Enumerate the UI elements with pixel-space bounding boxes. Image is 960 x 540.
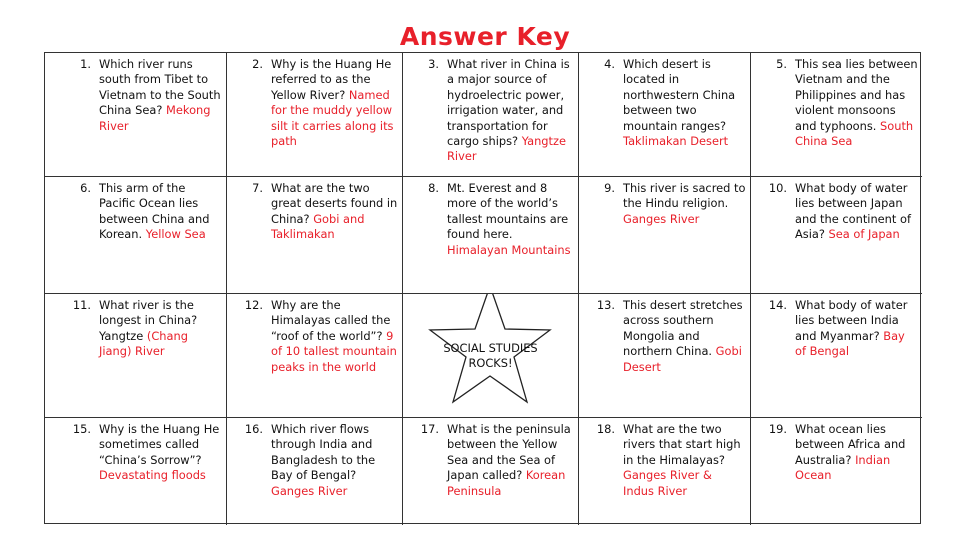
answer-text: Devastating floods xyxy=(99,468,206,483)
question-text: What body of water lies between India and Myanmar? xyxy=(795,298,908,343)
question-number: 18. xyxy=(596,422,615,436)
answer-text: Taklimakan Desert xyxy=(623,134,729,149)
star-caption-line1: SOCIAL STUDIES xyxy=(443,341,538,355)
answer-text: Gobi and Taklimakan xyxy=(271,211,365,242)
question-number: 14. xyxy=(768,298,787,312)
question-text: What ocean lies between Africa and Australia? xyxy=(795,422,906,467)
answer-text: Ganges River xyxy=(623,211,700,226)
question-number: 7. xyxy=(252,181,263,195)
answer-cell xyxy=(45,53,227,177)
answer-text: Indian Ocean xyxy=(795,452,891,483)
answer-text: Sea of Japan xyxy=(828,227,900,242)
answer-cell xyxy=(403,177,579,294)
question-number: 4. xyxy=(604,57,615,71)
answer-text: 9 of 10 tallest mountain peaks in the world xyxy=(271,328,397,374)
answer-text: Yellow Sea xyxy=(145,227,206,242)
question-number: 2. xyxy=(252,57,263,71)
answer-cell xyxy=(403,418,579,525)
question-number: 8. xyxy=(428,181,439,195)
question-text: This arm of the Pacific Ocean lies between China and Korean. xyxy=(99,181,210,242)
question-text: Which river runs south from Tibet to Vietnam to the South China Sea? xyxy=(99,57,221,118)
question-number: 12. xyxy=(244,298,263,312)
answer-cell xyxy=(227,294,403,418)
answer-text: Bay of Bengal xyxy=(795,328,905,359)
question-text: This desert stretches across southern Mongolia and northern China. xyxy=(623,298,743,359)
answer-cell xyxy=(751,294,922,418)
question-number: 1. xyxy=(80,57,91,71)
question-text: This river is sacred to the Hindu religion. xyxy=(623,181,746,211)
answer-text: Himalayan Mountains xyxy=(447,242,571,257)
question-number: 16. xyxy=(244,422,263,436)
answer-cell xyxy=(45,294,227,418)
question-number: 10. xyxy=(768,181,787,195)
answer-cell xyxy=(751,177,922,294)
question-text: Why are the Himalayas called the “roof of the world”? xyxy=(271,298,391,343)
question-number: 11. xyxy=(72,298,91,312)
question-text: Why is the Huang He referred to as the Yellow River? xyxy=(271,57,392,102)
question-text: What are the two great deserts found in China? xyxy=(271,181,398,226)
question-text: What body of water lies between Japan and the continent of Asia? xyxy=(795,181,911,242)
page-title: Answer Key xyxy=(399,22,571,51)
answer-text: Named for the muddy yellow silt it carries along its path xyxy=(271,87,394,149)
answer-cell xyxy=(751,53,922,177)
answer-cell xyxy=(579,294,751,418)
question-number: 15. xyxy=(72,422,91,436)
star-cell xyxy=(403,294,579,418)
answer-cell xyxy=(227,418,403,525)
question-number: 13. xyxy=(596,298,615,312)
star-caption-line2: ROCKS! xyxy=(468,356,513,370)
answer-cell xyxy=(579,53,751,177)
question-text: What river is the longest in China? Yangtze xyxy=(99,298,198,343)
answer-cell xyxy=(227,177,403,294)
question-text: What are the two rivers that start high in the Himalayas? xyxy=(623,422,741,467)
answer-text: Ganges River xyxy=(271,483,348,498)
answer-text: South China Sea xyxy=(795,118,914,149)
question-number: 9. xyxy=(604,181,615,195)
question-number: 5. xyxy=(776,57,787,71)
question-number: 3. xyxy=(428,57,439,71)
answer-cell xyxy=(227,53,403,177)
answer-text: Gobi Desert xyxy=(623,344,742,374)
answer-cell xyxy=(45,177,227,294)
question-text: Which desert is located in northwestern China between two mountain ranges? xyxy=(623,57,736,133)
question-text: Which river flows through India and Bangladesh to the Bay of Bengal? xyxy=(271,422,376,483)
answer-text: Mekong River xyxy=(99,103,211,133)
answer-text: (Chang Jiang) River xyxy=(99,328,188,359)
answer-cell xyxy=(579,418,751,525)
answer-cell xyxy=(751,418,922,525)
answer-text: Yangtze River xyxy=(447,134,566,164)
answer-cell xyxy=(45,418,227,525)
answer-cell xyxy=(579,177,751,294)
question-text: Mt. Everest and 8 more of the world’s tallest mountains are found here. xyxy=(447,181,569,242)
question-text: What river in China is a major source of hydroelectric power, irrigation water, and transportation for cargo ships? xyxy=(447,57,570,149)
question-number: 17. xyxy=(420,422,439,436)
question-text: This sea lies between Vietnam and the Philippines and has violent monsoons and typhoons. xyxy=(795,57,918,133)
answer-cell xyxy=(403,53,579,177)
answer-text: Korean Peninsula xyxy=(447,468,566,498)
answer-key-grid xyxy=(44,52,921,524)
cell-text xyxy=(403,57,574,165)
question-text: Why is the Huang He sometimes called “China’s Sorrow”? xyxy=(99,422,220,467)
question-number: 6. xyxy=(80,181,91,195)
answer-text: Ganges River & Indus River xyxy=(623,468,712,498)
question-text: What is the peninsula between the Yellow Sea and the Sea of Japan called? xyxy=(447,422,571,483)
question-number: 19. xyxy=(768,422,787,436)
